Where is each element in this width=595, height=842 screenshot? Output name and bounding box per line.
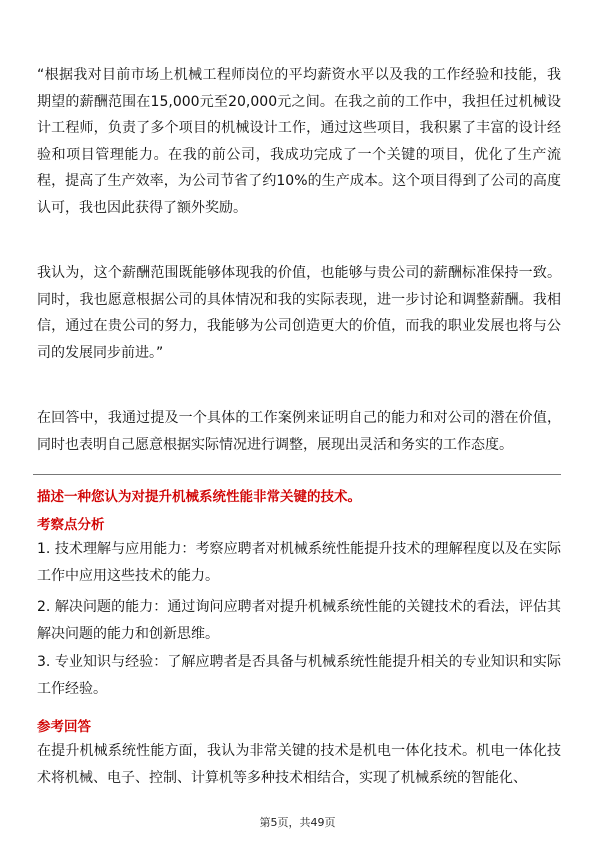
- analysis-item-2: 2. 解决问题的能力：通过询问应聘者对提升机械系统性能的关键技术的看法，评估其解决问题的能力和创新思维。: [37, 599, 561, 642]
- page-footer: 第5页，共49页: [259, 816, 336, 829]
- intro-paragraph-1: “根据我对目前市场上机械工程师岗位的平均薪资水平以及我的工作经验和技能，我期望的薪酬范围在15,000元至20,000元之间。在我之前的工作中，我担任过机械设计工程师，负责了多个项目的机械设计工作，通过这些项目，我积累了丰富的设计经验和项目管理能力。在我的前公司，我成功完成了一个关键的项目，优化了生产流程，提高了生产效率，为公司节省了约10%的生产成本。这个项目得到了公司的高度认可，我也因此获得了额外奖励。: [37, 67, 561, 216]
- analysis-item-3: 3. 专业知识与经验：了解应聘者是否具备与机械系统性能提升相关的专业知识和实际工作经验。: [37, 654, 561, 697]
- analysis-item-1: 1. 技术理解与应用能力：考察应聘者对机械系统性能提升技术的理解程度以及在实际工作中应用这些技术的能力。: [37, 541, 561, 584]
- reference-heading: 参考回答: [37, 719, 91, 735]
- intro-paragraph-2: 我认为，这个薪酬范围既能够体现我的价值，也能够与贵公司的薪酬标准保持一致。同时，我也愿意根据公司的具体情况和我的实际表现，进一步讨论和调整薪酬。我相信，通过在贵公司的努力，我能够为公司创造更大的价值，而我的职业发展也将与公司的发展同步前进。”: [37, 265, 561, 361]
- reference-answer-text: 在提升机械系统性能方面，我认为非常关键的技术是机电一体化技术。机电一体化技术将机械、电子、控制、计算机等多种技术相结合，实现了机械系统的智能化、: [37, 743, 561, 786]
- question-title: 描述一种您认为对提升机械系统性能非常关键的技术。: [37, 489, 361, 505]
- intro-paragraph-3: 在回答中，我通过提及一个具体的工作案例来证明自己的能力和对公司的潜在价值，同时也表明自己愿意根据实际情况进行调整，展现出灵活和务实的工作态度。: [37, 410, 561, 453]
- section-divider: [33, 474, 561, 475]
- analysis-heading: 考察点分析: [37, 517, 105, 533]
